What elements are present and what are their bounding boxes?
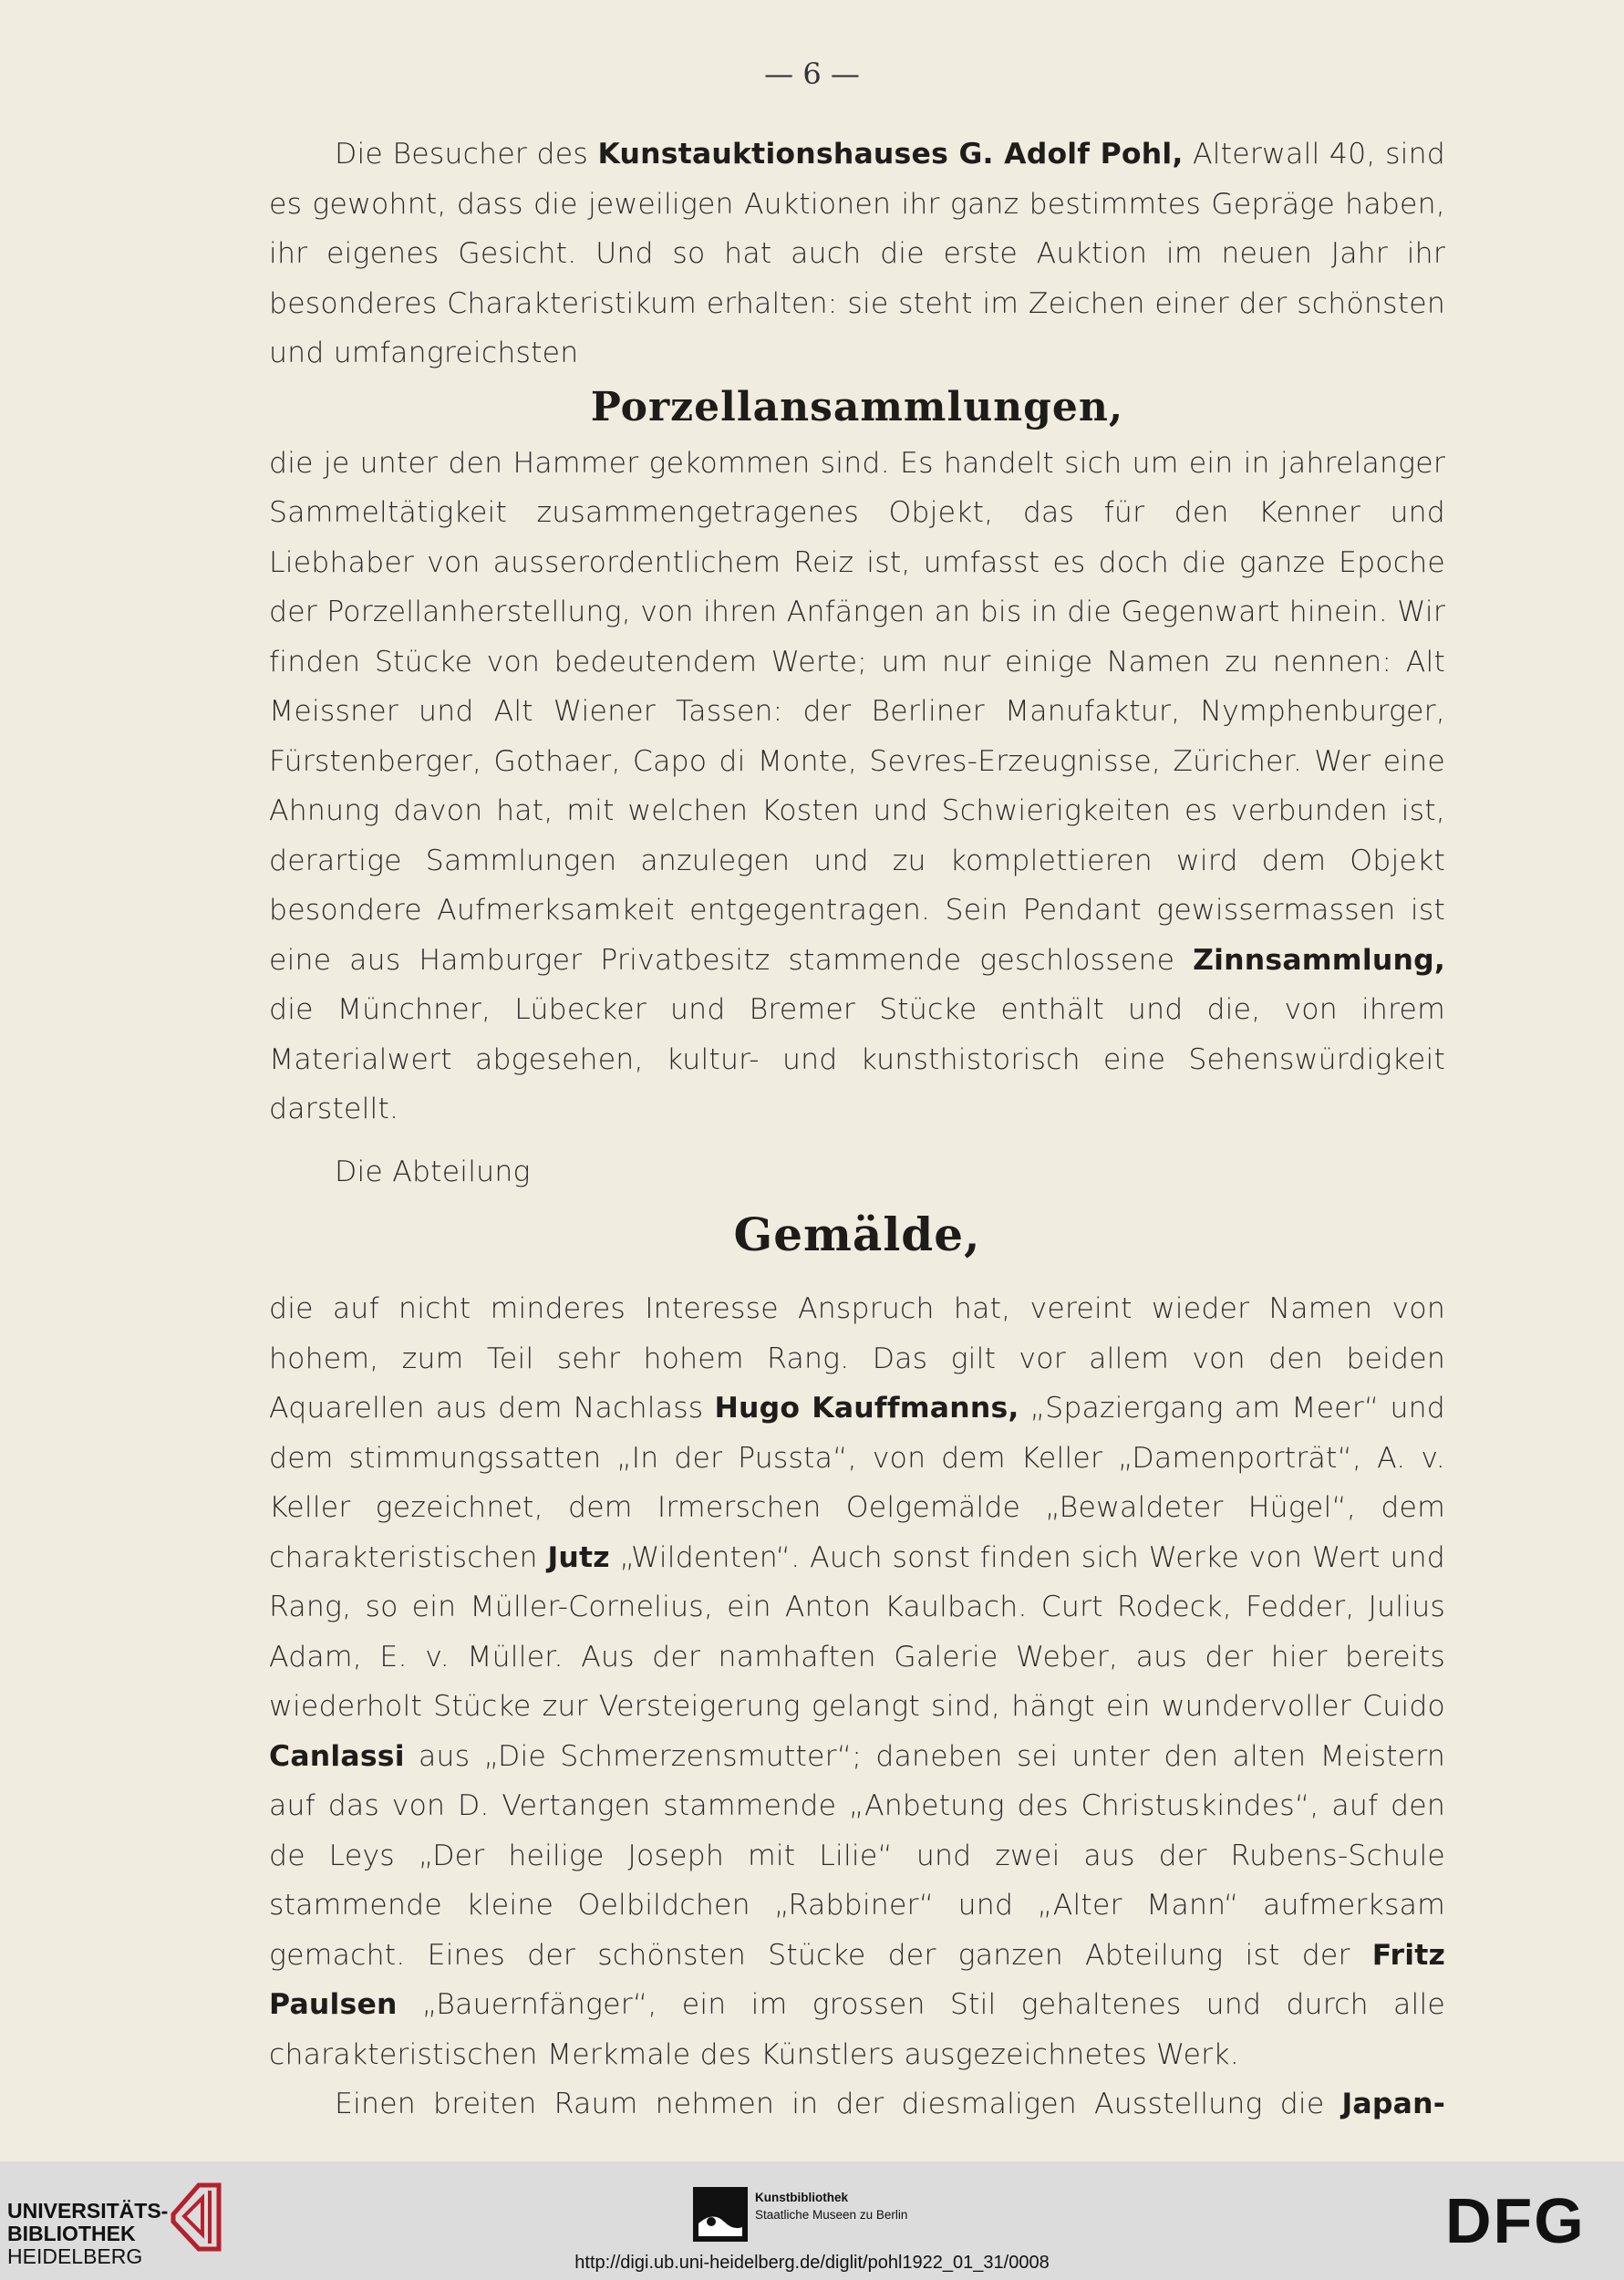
- text-run: „Spaziergang am Meer“ und dem stimmungssatten „In der Pussta“, von dem Keller „Damenporträt“, A. v. Keller gezeichnet, dem Irmerschen Oelgemälde „Bewaldeter Hügel“, dem charakteristischen: [269, 1392, 1445, 1574]
- text-run: Alterwall 40, sind es gewohnt, dass die jeweiligen Auktionen ihr ganz bestimmtes Gepräge haben, ihr eigenes Gesicht. Und so hat auch die erste Auktion im neuen Jahr ihr besonderes Charakteristikum erhalten: sie steht im Zeichen einer der schönsten und umfangreichsten: [269, 138, 1445, 369]
- text-run: „Bauernfänger“, ein im grossen Stil gehaltenes und durch alle charakteristischen Merkmale des Künstlers ausgezeichnetes Werk.: [269, 1988, 1445, 2071]
- heidelberg-emblem-icon: [162, 2178, 226, 2255]
- text-run: „Wildenten“. Auch sonst finden sich Werke von Wert und Rang, so ein Müller-Cornelius, ein Anton Kaulbach. Curt Rodeck, Fedder, Julius Adam, E. v. Müller. Aus der namhaften Galerie Weber, aus der hier bereits wiederholt Stücke zur Versteigerung gelangt sind, hängt ein wundervoller Cuido: [269, 1540, 1445, 1723]
- text-run: die je unter den Hammer gekommen sind. Es handelt sich um ein in jahrelanger Sammeltätigkeit zusammengetragenes Objekt, das für den Kenner und Liebhaber von ausserordentlichem Reiz ist, umfasst es doch die ganze Epoche der Porzellanherstellung, von ihren Anfängen an bis in die Gegenwart hinein. Wir finden Stücke von bedeutendem Werte; um nur einige Namen zu nennen: Alt Meissner und Alt Wiener Tassen: der Berliner Manufaktur, Nymphenburger, Fürstenberger, Gothaer, Capo di Monte, Sevres-Erzeugnisse, Züricher. Wer eine Ahnung davon hat, mit welchen Kosten und Schwierigkeiten es verbunden ist, derartige Sammlungen anzulegen und zu komplettieren wird dem Objekt besondere Aufmerksamkeit entgegentragen. Sein Pendant gewissermassen ist eine aus Hamburger Privatbesitz stammende geschlossene: [269, 446, 1445, 977]
- permalink-url[interactable]: http://digi.ub.uni-heidelberg.de/diglit/pohl1922_01_31/0008: [574, 2253, 1050, 2273]
- highlight-fritz-paulsen: Fritz Paulsen: [269, 1938, 1445, 2021]
- text-run: Die Besucher des: [335, 138, 598, 171]
- text-run: aus „Die Schmerzensmutter“; daneben sei unter den alten Meistern auf das von D. Vertangen stammende „Anbetung des Christuskindes“, auf den de Leys „Der heilige Joseph mit Lilie“ und zwei aus der Rubens-Schule stammende kleine Oelbildchen „Rabbiner“ und „Alter Mann“ aufmerksam gemacht. Eines der schönsten Stücke der ganzen Abteilung ist der: [269, 1739, 1445, 1972]
- highlight-zinnsammlung: Zinnsammlung,: [1193, 943, 1445, 977]
- highlight-jutz: Jutz: [547, 1540, 610, 1574]
- highlight-japan: Japan-: [1341, 2088, 1445, 2120]
- uni-line-1: UNIVERSITÄTS-: [7, 2199, 169, 2223]
- page-number: — 6 —: [764, 57, 860, 91]
- paragraph-abteilung: Die Abteilung: [335, 1155, 531, 1188]
- paragraph-porcelain: [269, 439, 1445, 1135]
- kunstbibliothek-label: [755, 2189, 907, 2223]
- kb-line-1: Kunstbibliothek: [755, 2191, 848, 2204]
- text-run: die auf nicht minderes Interesse Anspruch hat, vereint wieder Namen von hohem, zum Teil sehr hohem Rang. Das gilt vor allem von den beiden Aquarellen aus dem Nachlass: [269, 1292, 1445, 1425]
- uni-line-2: BIBLIOTHEK: [7, 2222, 136, 2245]
- kunstbibliothek-logo-icon: [693, 2187, 748, 2242]
- text-run: die Münchner, Lübecker und Bremer Stücke enthält und die, von ihrem Materialwert abgesehen, kultur- und kunsthistorisch eine Sehenswürdigkeit darstellt.: [269, 993, 1445, 1125]
- uni-line-3: HEIDELBERG: [7, 2244, 143, 2268]
- paragraph-intro: [269, 130, 1445, 378]
- paragraph-japan: [269, 2079, 1445, 2130]
- kb-line-2: Staatliche Museen zu Berlin: [755, 2208, 908, 2222]
- highlight-canlassi: Canlassi: [269, 1739, 405, 1773]
- heading-porzellansammlungen: Porzellansammlungen,: [590, 383, 1124, 430]
- paragraph-paintings: [269, 1284, 1445, 2079]
- dfg-logo: DFG: [1445, 2185, 1586, 2256]
- article-body: [269, 130, 1445, 2130]
- heading-gemaelde: Gemälde,: [733, 1207, 981, 1261]
- highlight-hugo-kauffmanns: Hugo Kauffmanns,: [714, 1392, 1019, 1425]
- text-run: Einen breiten Raum nehmen in der diesmaligen Ausstellung die: [335, 2088, 1342, 2120]
- auction-house-name: Kunstauktionshauses G. Adolf Pohl,: [597, 138, 1184, 171]
